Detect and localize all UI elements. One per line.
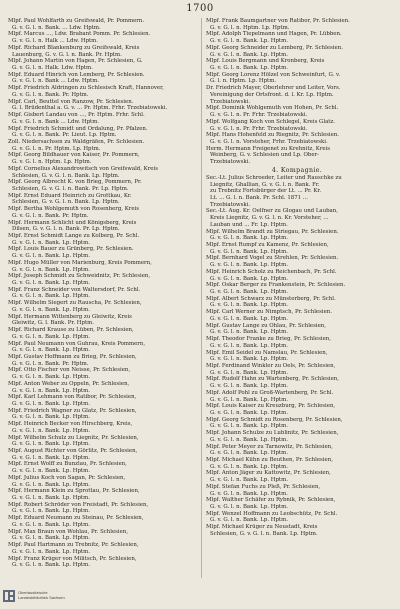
entry-line: G. v. G. l. n. Halk ... Ldw. Hptm.	[12, 38, 99, 45]
entry-line: Mlpf. Georg Bildhauer von Kaiser, Pr. Pommern,	[8, 152, 140, 159]
entry-line: G. v. G. l. n. Bank. Lp. Hptm.	[12, 347, 90, 354]
entry-line: Mlpf. Anton Weber zu Oppeln, Pr. Schlesien,	[8, 380, 130, 387]
entry-line: G. v. G. l. n. Bank. Lp. Hptm.	[12, 374, 90, 381]
entry-line: Mlpf. Wolfgang Koch von Schlegel, Kreis Glatz.	[206, 118, 336, 125]
entry-line: Sec.-Lt. Aug. Kr. Oelfner zu Glogau und Lauban,	[206, 208, 338, 215]
entry-line: Mlpf. Hugo Müller von Marienburg, Kreis Pommern,	[8, 259, 152, 266]
entry-line: G. v. G. l. n. Bank. Lp. Hptm.	[12, 521, 90, 528]
entry-line: Mlpf. Gustav Lange zu Ohlau, Pr. Schlesien,	[206, 322, 326, 329]
entry-line: G. v. G. l. n. Vorsteher, Frhr. Trzebiatowski.	[210, 138, 328, 145]
entry-line: Mlpf. Anton Jäger zu Kattowitz, Pr. Schlesien,	[206, 470, 331, 477]
entry-line: G. v. G. l. n. Bank. Lp. Hptm.	[12, 253, 90, 260]
entry-line: G. v. G. l. n. Bank. Lp. Hptm.	[210, 369, 288, 376]
entry-line: Mlpf. Ernst Rumpf zu Kamenz, Pr. Schlesien,	[206, 242, 329, 248]
entry-line: Herm. Hermann Freigenet zu Krehnitz, Kreis	[206, 145, 331, 152]
entry-line: G. v. G. l. n. Bank. ... Ldw. Hptm.	[12, 24, 101, 31]
entry-line: Gleiwitz, G. l. Bank. Pr. Hptm.	[12, 320, 94, 327]
entry-line: G. v. G. l. n. Bank. Lp. Hptm.	[210, 463, 288, 470]
entry-line: Mlpf. Bernhard Vogel zu Strehlen, Pr. Schlesien.	[206, 255, 339, 262]
entry-line: Schlesien, G. v. G. l. n. Bank. Lp. Hptm.	[210, 530, 318, 537]
entry-line: Lauenburg, G. v. G. l. n. Bank. Pr. Hptm.	[12, 51, 122, 58]
entry-line: Mlpf. Friedrich Wagner zu Glatz, Pr. Schlesien,	[8, 407, 137, 414]
entry-line: Mlpf. August Richter von Görlitz, Pr. Schlesien,	[8, 448, 138, 454]
entry-line: Trzebiatowski.	[210, 98, 251, 105]
entry-line: Mlpf. Georg Schmidt zu Rosenberg, Pr. Schlesien,	[206, 416, 343, 423]
entry-line: Weinberg, G. v. Schlesien und Lp. Ober-	[210, 152, 319, 159]
entry-line: G. v. G. l. n. Bank. Lp. Hptm.	[210, 235, 288, 242]
left-column	[8, 18, 190, 569]
entry-line: G. v. G. l. n. Bank. Lp. Hptm.	[210, 423, 288, 430]
entry-line: G. v. G. l. n. Bank. Lp. Hptm.	[12, 387, 90, 394]
entry-line: Mlpf. Bertha Wohlgemuth von Rosenberg, Kreis	[8, 206, 139, 213]
right-column-top	[206, 18, 388, 166]
entry-line: G. v. G. l. n. Bank. Lp. Hptm.	[210, 517, 288, 524]
entry-line: G. v. G. l. n. Bank. Pr. Hptm.	[12, 212, 89, 219]
entry-line: Mlpf. Paul Hartmann zu Trebnitz, Pr. Schlesien,	[8, 542, 139, 549]
entry-line: Liegnitz, Ghallian, G. v. G. l. n. Bank. Fr.	[210, 181, 320, 188]
entry-line: Mlpf. Hermann Klein zu Sprottau, Pr. Schlesien,	[8, 488, 140, 495]
entry-line: Mlpf. Hans Hohenfeld zu Riegnitz, Pr. Schlesien.	[206, 132, 340, 139]
entry-line: Mlpf. Peter Meyer zu Tarnowitz, Pr. Schlesien,	[206, 443, 333, 450]
entry-line: Mlpf. Oskar Berger zu Frankenstein, Pr. Schlesien.	[206, 282, 346, 289]
entry-line: Dilsen, G. v. G. l. n. Bank. Pr. Lp. Hptm.	[12, 226, 120, 233]
entry-line: Schlesien, G. v. G. l. n. Bank. Lp. Hptm.	[12, 199, 120, 206]
entry-line: Mlpf. Eduard Neumann zu Steinau, Pr. Schlesien,	[8, 515, 144, 522]
entry-line: G. v. G. l. n. Bank. Lp. Hptm.	[210, 477, 288, 484]
entry-line: G. l. n. Hptm. Lp. Hptm.	[210, 78, 277, 85]
entry-line: Mlpf. Wilhelm Siegert zu Rauscha, Pr. Schlesien,	[8, 300, 142, 307]
entry-line: Mlpf. Wilhelm Brandt zu Striegau, Pr. Schlesien.	[206, 228, 339, 235]
entry-line: Mlpf. Julius Koch von Sagan, Pr. Schlesien,	[8, 474, 126, 481]
entry-line: G. v. G. l. n. Bank. Lp. Hptm.	[210, 490, 288, 497]
entry-line: Schlesien, G. v. G. l. n. Bank. Pr. Lp. Hptm.	[12, 185, 129, 192]
entry-line: Schlesien, G. v. G. l. n. Bank. Lp. Hptm.	[12, 172, 120, 179]
entry-line: Trzebiatowski.	[210, 201, 251, 208]
entry-line: G. v. G. l. n. Bank ... Ldw. Hptm.	[12, 78, 100, 85]
entry-line: Mlpf. Louis Bergmann und Kronberg, Kreis	[206, 58, 325, 65]
entry-line: Mlpf. Michael Kühn zu Beuthen, Pr. Schlesien,	[206, 457, 333, 463]
entry-line: G. v. G. l. n. Bank. Lp. Hptm.	[210, 396, 288, 403]
entry-line: G. v. G. l. n. Bank. Lp. Hptm.	[12, 495, 90, 502]
entry-line: G. v. G. l. n. Bank. Lp. Hptm.	[12, 548, 90, 555]
entry-line: Mlpf. Hermann Wittenberg zu Gleiwitz, Kreis	[8, 313, 132, 320]
entry-line: Mlpf. Franz Krüger von Militsch, Pr. Schlesien,	[8, 555, 137, 562]
entry-line: G. v. G. l. n. Bank. Lp. Hptm.	[12, 400, 90, 407]
entry-line: Mlpf. Robert Schröder von Freistadt, Pr. Schlesien,	[8, 501, 149, 508]
entry-line: Mlpf. Carl Werner zu Nimptsch, Pr. Schlesien.	[206, 309, 332, 316]
entry-line: G. v. G. l. n. Bank. Lp. Hptm.	[210, 65, 288, 72]
library-logo-icon	[3, 590, 15, 602]
entry-line: Mlpf. Johann Martin von Hagen, Pr. Schlesien, G.	[8, 58, 143, 65]
entry-line: Mlpf. Franz Schneider von Waltersdorf, Pr. Schl.	[8, 286, 141, 293]
entry-line: Mlpf. Richard Blankenburg zu Greifswald, Kreis	[8, 44, 140, 51]
page-number: 1700	[186, 3, 214, 14]
entry-line: Mlpf. Rudolf Hahn zu Wartenberg, Pr. Schlesien,	[206, 376, 339, 383]
entry-line: G. v. G. l. n. Bank. Lp. Hptm.	[210, 383, 288, 390]
entry-line: G. v. G. l. n. Bank. Lp. Hptm.	[12, 427, 90, 434]
right-column	[206, 18, 388, 538]
entry-line: G. v. G. l. n. Bank. Lp. Hptm.	[12, 441, 90, 448]
entry-line: Mlpf. Ferdinand Winkler zu Oels, Pr. Schlesien,	[206, 362, 336, 369]
entry-line: Mlpf. Georg Albrecht K. von Brieg, Pommern, Pr.	[8, 179, 142, 186]
entry-line: Mlpf. Paul Wohlfarth zu Greifswald, Pr. Pommern.	[8, 18, 145, 24]
entry-line: G. v. G. l. n. Pr. Frhr. Trzebiatowski.	[210, 112, 308, 119]
entry-line: Mlpf. Marcus ..., Ldw. Brabant Pomm. Pr. Schlesien.	[8, 31, 151, 38]
entry-line: Mlpf. Wilhelm Schulz zu Liegnitz, Pr. Schlesien,	[8, 434, 139, 441]
entry-line: Lauban und ... Fr. Lp. Hptm.	[210, 221, 288, 228]
entry-line: Dr. Friedrich Mayer, Oberlehrer und Leiter, Vors.	[206, 85, 341, 92]
entry-line: G. v. G. l. n. Pr. Hptm. Lp. Hptm.	[12, 145, 101, 152]
entry-line: G. v. G. l. n. Bank. Lp. Hptm.	[210, 450, 288, 457]
entry-line: G. v. G. l. n. Hptm. Lp. Hptm.	[12, 159, 92, 166]
entry-line: G. v. G. l. n. Bank. Lp. Hptm.	[12, 280, 90, 287]
entry-line: Mlpf. Hermann Schlicht und Königsberg, Kreis	[8, 219, 137, 226]
entry-line: G. v. G. l. n. Bank. Lp. Hptm.	[12, 239, 90, 246]
entry-line: G. v. G. l. n. Bank. Lp. Hptm.	[210, 38, 288, 45]
entry-line: Mlpf. Frank Baumgartner von Ratibor, Pr. Schlesien.	[206, 18, 350, 24]
entry-line: Mlpf. Louis Kaiser zu Kreuzburg, Pr. Schlesien,	[206, 403, 336, 410]
library-logo-line1: Oberlausitzische	[18, 590, 48, 596]
entry-line: G. v. G. l. n. Bank. Lp. Hptm.	[210, 409, 288, 416]
entry-line: Mlpf. Friedrich Aldringen zu Schlesisch Kraft, Hannover,	[8, 85, 164, 92]
entry-line: Mlpf. Otto Fischer von Neisse, Pr. Schlesien,	[8, 367, 131, 374]
entry-line: Mlpf. Emil Seidel zu Namslau, Pr. Schlesien,	[206, 349, 328, 356]
entry-line: G. v. G. l. n. Bank. Pr. Lieut. Lp. Hptm.	[12, 132, 117, 139]
entry-line: G. v. G. l. n. Halk. Ldw. Hptm.	[12, 65, 93, 72]
column-divider	[201, 18, 202, 578]
entry-line: G. v. G. l. n. Bank. Lp. Hptm.	[210, 315, 288, 322]
entry-line: G. v. G. l. n. Bank. Lp. Hptm.	[210, 342, 288, 349]
entry-line: Trzebiatowski.	[210, 159, 251, 166]
entry-line: Mlpf. Carl, Beuttel von Ranzow, Pr. Schlesien.	[8, 98, 134, 105]
entry-line: G. v. G. l. n. Bank. Lp. Hptm.	[210, 329, 288, 336]
entry-line: G. v. G. l. n. Bank. Lp. Hptm.	[210, 436, 288, 443]
entry-line: Mlpf. Adolph Tiepelmann und Hagen, Pr. Lübben.	[206, 31, 342, 38]
library-logo	[3, 590, 65, 602]
entry-line: Vereinigung der Ortsfront. d. l. Kr. Lp. Hptm.	[210, 91, 334, 98]
entry-line: G. v. G. l. n. Bank. Lp. Hptm.	[12, 508, 90, 515]
right-column-bottom	[206, 175, 388, 538]
entry-line: G. v. G. l. n. Bank. Lp. Hptm.	[12, 333, 90, 340]
entry-line: Mlpf. Adolf Pohl zu Groß-Wartenberg, Pr. Schl.	[206, 389, 334, 396]
entry-line: Mlpf. Gustav Hoffmann zu Brieg, Pr. Schlesien,	[8, 353, 137, 360]
entry-line: Mlpf. Gisbert Landau von ..., Pr. Hptm. Frhr. Schl.	[8, 112, 145, 119]
entry-line: Mlpf. Georg Schneider zu Lemberg, Pr. Schlesien.	[206, 44, 343, 51]
entry-line: G. v. G. l. n. Bank ... Ldw. Hptm.	[12, 118, 100, 125]
entry-line: Mlpf. Heinrich Becker von Hirschberg, Kreis,	[8, 421, 133, 428]
entry-line: G. v. G. l. n. Bank. Lp. Hptm.	[12, 562, 90, 569]
entry-line: Mlpf. Dominik Wohlgemuth von Hohen, Pr. Schl.	[206, 105, 339, 112]
entry-line: Sec.-Lt. Julius Schroeder, Leiter und Rauschke zu	[206, 174, 342, 181]
entry-line: zu Trebnitz Fortsbürger der Lt. ... Pr. Kr.	[210, 188, 322, 195]
entry-line: G. v. G. l. n. Bank. Lp. Hptm.	[12, 414, 90, 421]
entry-line: Mlpf. Cornelius Alexandrowitsch von Greifswald, Kreis	[8, 165, 158, 172]
library-logo-text	[18, 591, 65, 600]
entry-line: G. v. G. l. n. Bank. Lp. Hptm.	[210, 356, 288, 363]
entry-line: Mlpf. Ernst Wolff zu Bunzlau, Pr. Schlesien,	[8, 461, 127, 468]
entry-line: Mlpf. Walther Schäfer zu Rybnik, Pr. Schlesien,	[206, 497, 336, 504]
entry-line: G. v. G. l. n. Bank. Lp. Hptm.	[12, 266, 90, 273]
entry-line: Mlpf. Georg Lorenz Hölzel von Schweinfurt, G. v.	[206, 71, 341, 78]
entry-line: G. v. G. l. n. Bank. Lp. Hptm.	[12, 293, 90, 300]
entry-line: Mlpf. Michael Krüger zu Neustadt, Kreis	[206, 524, 318, 531]
entry-line: Kreis Liegnitz, G. v. G. l. n. Kr. Vorsteher, ...	[210, 215, 329, 222]
entry-line: Mlpf. Johann Schulze zu Lublinitz, Pr. Schlesien,	[206, 430, 339, 437]
entry-line: G. v. G. l. n. Bank. Lp. Hptm.	[210, 289, 288, 296]
library-logo-line2: Landesbibliothek Sachsen	[18, 595, 65, 600]
entry-line: G. v. G. l. n. Pr. Frhr. Trzebiatowski.	[210, 125, 308, 132]
entry-line: G. v. G. l. n. Bank. Lp. Hptm.	[210, 504, 288, 511]
entry-line: Mlpf. Heinrich Scholz zu Reichenbach, Pr. Schl.	[206, 268, 337, 275]
entry-line: G. v. G. l. n. Bank. Lp. Hptm.	[12, 468, 90, 475]
entry-line: Mlpf. Richard Krause zu Lüben, Pr. Schlesien,	[8, 327, 134, 334]
entry-line: Mlpf. Paul Neumann von Guhrau, Kreis Pommern,	[8, 340, 146, 347]
entry-line: Mlpf. Albert Schwarz zu Münsterberg, Pr. Schl.	[206, 295, 336, 302]
section-heading: 4. Kompagnie.	[271, 166, 323, 174]
entry-line: G. v. G. l. n. Bank. Lp. Hptm.	[12, 454, 90, 461]
entry-line: G. v. G. l. n. Bank. Lp. Hptm.	[210, 262, 288, 269]
entry-line: G. v. G. l. n. Bank. Lp. Hptm.	[12, 481, 90, 488]
entry-line: G. v. G. l. n. Bank. Lp. Hptm.	[12, 535, 90, 542]
entry-line: Mlpf. Ernst Eduard Heinrich zu Grottkau, Kr.	[8, 192, 132, 199]
entry-line: Mlpf. Friedrich Schmidt und Ordalung, Pr. Pfalzen.	[8, 125, 148, 132]
entry-line: Mlpf. Theodor Franke zu Brieg, Pr. Schlesien,	[206, 336, 331, 343]
entry-line: Lt. ... G. l. n. Bank. Pr. Schl. 1871 ...	[210, 194, 308, 201]
entry-line: Mlpf. Stefan Fuchs zu Pleß, Pr. Schlesien,	[206, 483, 321, 490]
entry-line: G. v. G. l. n. Bank. Lp. Hptm.	[210, 51, 288, 58]
entry-line: G. v. G. l. n. Bank. Pr. Hptm.	[12, 360, 89, 367]
entry-line: Mlpf. Wenzel Hoffmann zu Leobschütz, Pr. Schl.	[206, 510, 338, 517]
entry-line: G. l. Brüdenthal a. G. v. ... Pr. Hptm. Frhr. Trzebiatowski.	[12, 105, 168, 112]
entry-line: G. v. G. l. n. Bank. Lp. Hptm.	[210, 275, 288, 282]
entry-line: Mlpf. Louis Bauer zu Grünberg, Pr. Schlesien.	[8, 246, 134, 253]
entry-line: Mlpf. Eduard Hinrich von Lemberg, Pr. Schlesien.	[8, 71, 145, 78]
entry-line: Zoll. Niedersachsen zu Waldgräfen, Pr. Schlesien.	[8, 138, 145, 145]
entry-line: Mlpf. Joseph Schmidt zu Schweidnitz, Pr. Schlesien,	[8, 273, 151, 280]
entry-line: G. v. G. l. n. Bank. Lp. Hptm.	[210, 248, 288, 255]
entry-line: Mlpf. Karl Lehmann von Ratibor, Pr. Schlesien,	[8, 394, 137, 401]
entry-line: G. v. G. l. n. Bank. Lp. Hptm.	[12, 306, 90, 313]
entry-line: Mlpf. Ernst Schmidt Lange zu Kolberg, Pr. Schl.	[8, 233, 140, 239]
entry-line: G. v. G. l. n. Bank. Lp. Hptm.	[210, 302, 288, 309]
entry-line: G. v. G. l. n. Hptm. Lp. Hptm.	[210, 24, 290, 31]
entry-line: G. v. G. l. n. Bank. Pr. Hptm.	[12, 91, 89, 98]
entry-line: Mlpf. Max Braun von Wohlau, Pr. Schlesien,	[8, 528, 129, 535]
